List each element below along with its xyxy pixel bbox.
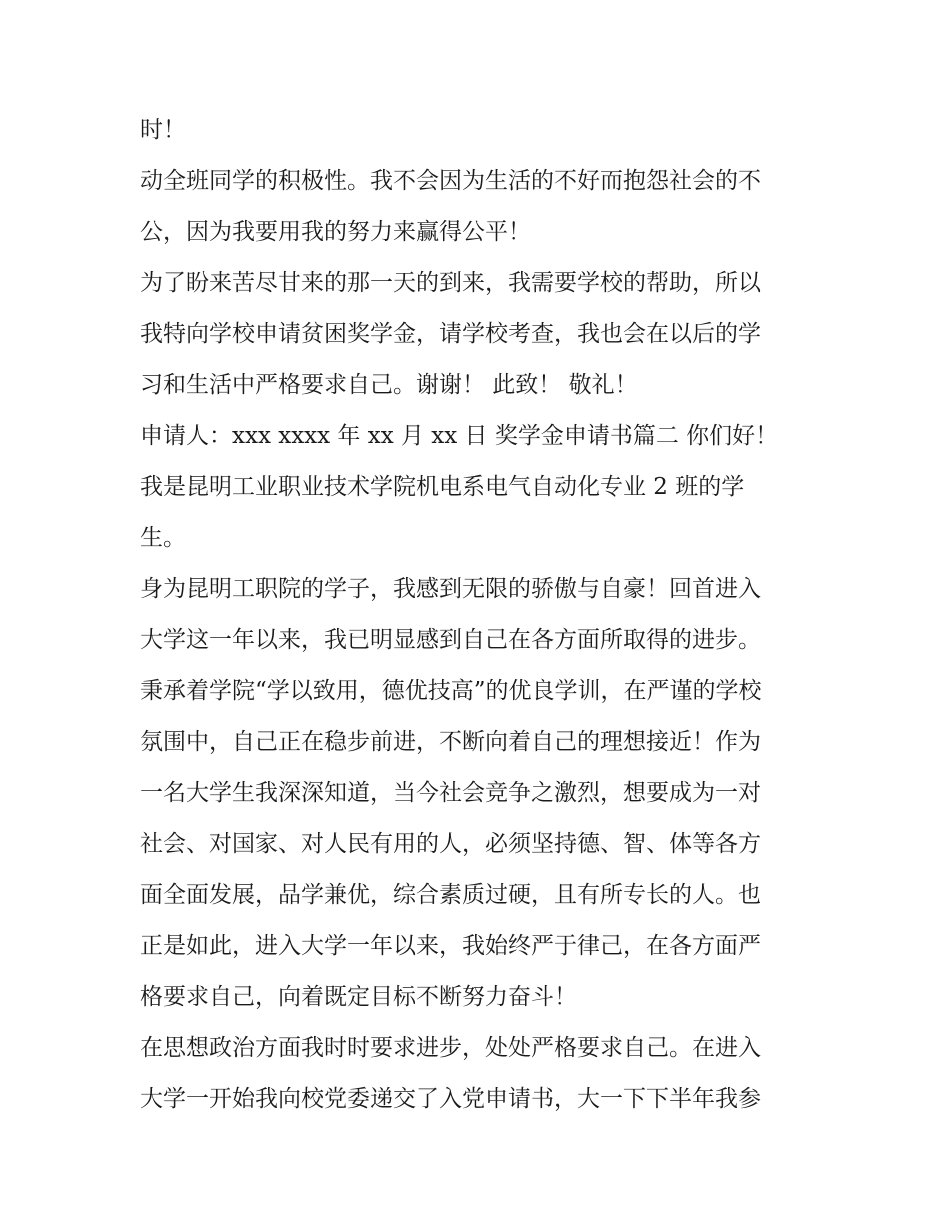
text-line: 习和生活中严格要求自己。谢谢！ 此致！ 敬礼！ xyxy=(140,372,638,398)
text-line: 大学一开始我向校党委递交了入党申请书，大一下下半年我参 xyxy=(140,1086,761,1112)
text-line: 生。 xyxy=(140,525,186,551)
text-line: 公，因为我要用我的努力来赢得公平！ xyxy=(140,219,531,245)
text-line: 大学这一年以来，我已明显感到自己在各方面所取得的进步。 xyxy=(140,627,761,653)
text-line: 申请人：xxx xxxx 年 xx 月 xx 日 奖学金申请书篇二 你们好！ xyxy=(140,423,779,449)
text-line: 在思想政治方面我时时要求进步，处处严格要求自己。在进入 xyxy=(140,1035,761,1061)
text-line: 氛围中，自己正在稳步前进，不断向着自己的理想接近！作为 xyxy=(140,729,761,755)
text-line: 面全面发展，品学兼优，综合素质过硬，且有所专长的人。也 xyxy=(140,882,761,908)
text-line: 正是如此，进入大学一年以来，我始终严于律己，在各方面严 xyxy=(140,933,761,959)
text-line: 我是昆明工业职业技术学院机电系电气自动化专业 2 班的学 xyxy=(140,474,745,500)
text-line: 一名大学生我深深知道，当今社会竞争之激烈，想要成为一对 xyxy=(140,780,761,806)
text-line: 身为昆明工职院的学子，我感到无限的骄傲与自豪！回首进入 xyxy=(140,576,761,602)
text-line: 我特向学校申请贫困奖学金，请学校考查，我也会在以后的学 xyxy=(140,321,761,347)
text-line: 社会、对国家、对人民有用的人，必须坚持德、智、体等各方 xyxy=(140,831,761,857)
text-line: 时！ xyxy=(140,117,186,143)
text-line: 动全班同学的积极性。我不会因为生活的不好而抱怨社会的不 xyxy=(140,168,761,194)
text-line: 格要求自己，向着既定目标不断努力奋斗！ xyxy=(140,984,577,1010)
text-line: 秉承着学院“学以致用，德优技高”的优良学训，在严谨的学校 xyxy=(140,678,762,704)
text-line: 为了盼来苦尽甘来的那一天的到来，我需要学校的帮助，所以 xyxy=(140,270,761,296)
